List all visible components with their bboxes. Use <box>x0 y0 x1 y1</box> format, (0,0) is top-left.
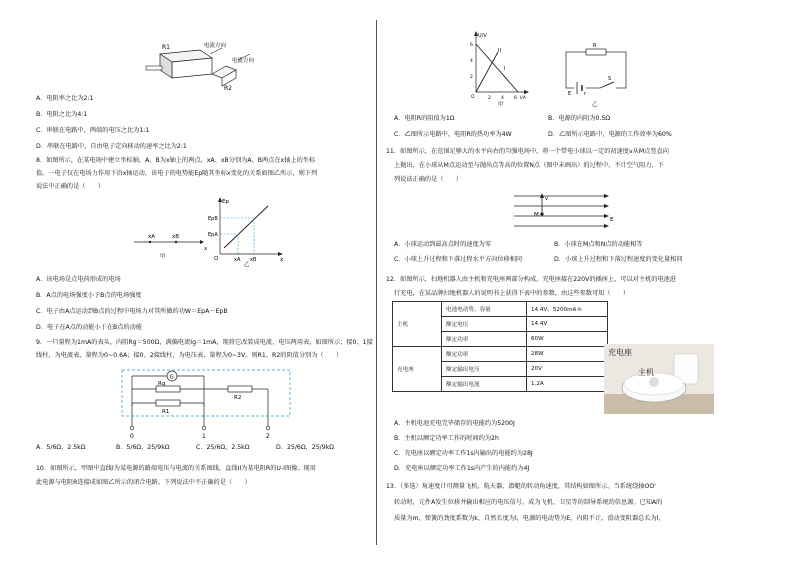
question-text: 此电源与电阻R连接成如图乙所示的闭合电路。下列说法中不正确的是（ ） <box>36 479 251 486</box>
option-line: A．5/6Ω，2.5kΩ <box>36 444 86 451</box>
current-dir-label-1: 电流方向 <box>204 43 227 49</box>
question-text: 转动时，元件A发生位移并输出相应的电压信号，成为飞机、卫星等的制导系统的信息源。已知A的 <box>394 499 663 506</box>
host-label: 主机 <box>638 368 654 377</box>
y-tick-4: 4 <box>470 59 473 64</box>
q9-circuit-figure <box>118 366 298 440</box>
x-axis-label-2: x <box>280 257 284 263</box>
epb-label: EpB <box>208 216 218 222</box>
x-axis-label: x <box>204 246 208 252</box>
table-row <box>393 347 608 362</box>
option-line: B．A点的电场强度小于B点的电场强度 <box>36 292 142 299</box>
option-line: D．充电座以额定功率工作1s内产生的内能约为4J <box>394 465 530 472</box>
table-cell: 14.4V <box>527 317 608 332</box>
question-text: 值。一电子仅在电场力作用下沿x轴运动，该电子的电势能Ep随其坐标x变化的关系如图乙所示，则下列 <box>36 170 318 177</box>
terminal-2-label: 2 <box>266 433 270 440</box>
v-label: v <box>545 196 549 202</box>
table-cell: 1.2A <box>527 377 608 392</box>
fig-caption-jia: 甲 <box>160 254 166 260</box>
question-text: 质量为m，弹簧的劲度系数为k，自然长度为l，电源的电动势为E，内阻不计。滑动变阻器总长为l， <box>394 515 665 522</box>
question-text: 11．如图所示，在范围足够大的水平向右的匀强电场中，将一个带电小球以一定的初速度v从M点竖直向 <box>386 148 669 155</box>
option-line: C．乙图所示电路中，电阻R的热功率为4W <box>394 131 512 138</box>
r2-label: R2 <box>224 85 232 92</box>
option-line: B．小球在M点和N点的动能相等 <box>554 241 643 248</box>
epa-label: EpA <box>208 232 218 238</box>
r-label: R <box>593 43 597 49</box>
xb-label: xB <box>172 234 180 240</box>
x-tick-6: 6 <box>514 96 517 101</box>
xa-label: xA <box>148 234 156 240</box>
e-field-label: E <box>610 217 614 223</box>
table-row <box>393 302 608 317</box>
r1-label: R1 <box>162 44 170 51</box>
table-cell: 额定输出电流 <box>442 377 527 392</box>
q11-field-figure <box>510 190 614 236</box>
option-line: D．乙图所示电路中，电源的工作效率为60% <box>548 131 672 138</box>
r1-circuit-label: R1 <box>162 409 170 415</box>
origin-label: O <box>214 256 219 262</box>
table-group-cell: 充电座 <box>393 347 442 392</box>
robot-photo <box>604 344 714 414</box>
option-line: D．25/6Ω，25/9kΩ <box>276 444 334 451</box>
xa-tick-label: xA <box>234 257 241 263</box>
option-line: C．电子由A点运动到B点的过程中电场力对其所做的功W＝EpA－EpB <box>36 308 228 315</box>
dock-label: 充电座 <box>608 348 632 357</box>
line-ii-label: II <box>498 48 501 54</box>
option-line: B．电源的内阻为0.5Ω <box>548 115 611 122</box>
table-cell: 额定输出电压 <box>442 362 527 377</box>
question-text: 9．一只量程为1mA的表头，内阻Rg＝500Ω，满偏电流Ig＝1mA，现将它改装成电流、电压两用表，如图所示；接0、1接 <box>36 339 373 346</box>
option-line: C．充电座以额定功率工作1s内输出的电能约为28J <box>394 450 533 457</box>
ep-axis-label: Ep <box>222 199 229 205</box>
terminal-1-label: 1 <box>202 433 206 440</box>
option-line: A．主机电池充电完毕储存的电能约为5200J <box>394 420 515 427</box>
u-axis-label: U/V <box>478 33 487 39</box>
m-label: M <box>534 212 539 218</box>
line-i-label: I <box>504 66 506 72</box>
fig-caption-yi: 乙 <box>592 102 598 108</box>
option-line: A．该电场是点电荷形成的电场 <box>36 276 121 283</box>
table-cell: 电池电动势、容量 <box>442 302 527 317</box>
question-text: 说法中正确的是（ ） <box>36 183 105 190</box>
emf-label: E <box>568 91 572 97</box>
table-cell: 14.4V、5200mA·h <box>527 302 608 317</box>
question-text: 列说法正确的是（ ） <box>394 176 463 183</box>
table-cell: 额定功率 <box>442 332 527 347</box>
i-axis-label: I/A <box>520 96 526 101</box>
option-line: B．5/6Ω，25/9kΩ <box>116 444 170 451</box>
option-line: A．电阻R的阻值为1Ω <box>394 115 455 122</box>
option-line: C．25/6Ω，2.5kΩ <box>196 444 250 451</box>
question-text: 8．如图所示，在某电场中建立坐标轴，A、B为x轴上的两点，xA、xB分别为A、B两点在x轴上的坐标 <box>36 157 316 164</box>
table-cell: 60W <box>527 332 608 347</box>
robot-param-table <box>392 301 608 392</box>
option-line: D．电子在A点的动能小于在B点的动能 <box>36 324 143 331</box>
table-cell: 额定电压 <box>442 317 527 332</box>
internal-r-label: r <box>584 91 587 97</box>
option-line: B．电阻之比为4:1 <box>36 111 88 118</box>
origin-label: O <box>471 95 475 100</box>
q10-ui-graph <box>468 30 530 102</box>
q8-figure <box>130 196 290 268</box>
switch-label: S <box>608 76 612 82</box>
xb-tick-label: xB <box>250 257 257 263</box>
column-divider <box>376 20 377 545</box>
current-dir-label-2: 电流方向 <box>232 58 255 64</box>
question-text: 13．（多选）角速度计可测量飞机、航天器、潜艇的转动角速度，其结构如图所示。当系统绕轴OO' <box>386 483 656 490</box>
option-line: D．串联在电路中，自由电子定向移动的速率之比为2:1 <box>36 143 187 150</box>
table-cell: 额定功率 <box>442 347 527 362</box>
y-tick-6: 6 <box>470 43 473 48</box>
table-group-cell: 主机 <box>393 302 442 347</box>
resistor-blocks-figure <box>140 40 280 92</box>
question-text: 行充电，在某品牌扫地机器人的说明书上获得下表中的参数，由这些参数可知（ ） <box>394 290 630 297</box>
fig-caption-yi: 乙 <box>244 262 250 268</box>
table-cell: 20V <box>527 362 608 377</box>
r2-circuit-label: R2 <box>234 395 242 401</box>
option-line: C．小球上升过程和下落过程水平方向位移相同 <box>394 256 523 263</box>
question-text: 10．如图所示，甲图中直线I为某电源的路端电压与电流的关系图线，直线II为某电阻R的U-I图像。现用 <box>36 465 316 472</box>
option-line: A．电阻率之比为2:1 <box>36 95 94 102</box>
galvanometer-label: G <box>169 374 174 381</box>
question-text: 上抛出，在小球从M点运动至与抛出点等高的位置N点（图中未画出）的过程中，不计空气阻力，下 <box>394 162 664 169</box>
rg-label: Rg <box>158 381 166 387</box>
option-line: B．主机以额定功率工作的时间约为2h <box>394 435 499 442</box>
q10-circuit <box>560 44 632 96</box>
question-text: 线柱，为电流表，量程为0~0.6A；接0、2接线柱，为电压表，量程为0~3V。则R1、R2的阻值分别为（ ） <box>36 352 343 359</box>
question-text: 12．如图所示，扫地机器人由主机和充电座两部分构成，充电座接在220V的插座上，可以对主机的电池进 <box>386 276 676 283</box>
table-cell: 28W <box>527 347 608 362</box>
x-tick-2: 2 <box>488 96 491 101</box>
terminal-0-label: 0 <box>130 433 134 440</box>
x-tick-4: 4 <box>501 96 504 101</box>
option-line: A．小球运动到最高点时的速度为零 <box>394 241 492 248</box>
option-line: C．串联在电路中，两端的电压之比为1:1 <box>36 127 150 134</box>
option-line: D．小球上升过程和下落过程速度的变化量相同 <box>554 256 683 263</box>
fig-caption-jia: 甲 <box>498 102 504 108</box>
y-tick-2: 2 <box>470 75 473 80</box>
